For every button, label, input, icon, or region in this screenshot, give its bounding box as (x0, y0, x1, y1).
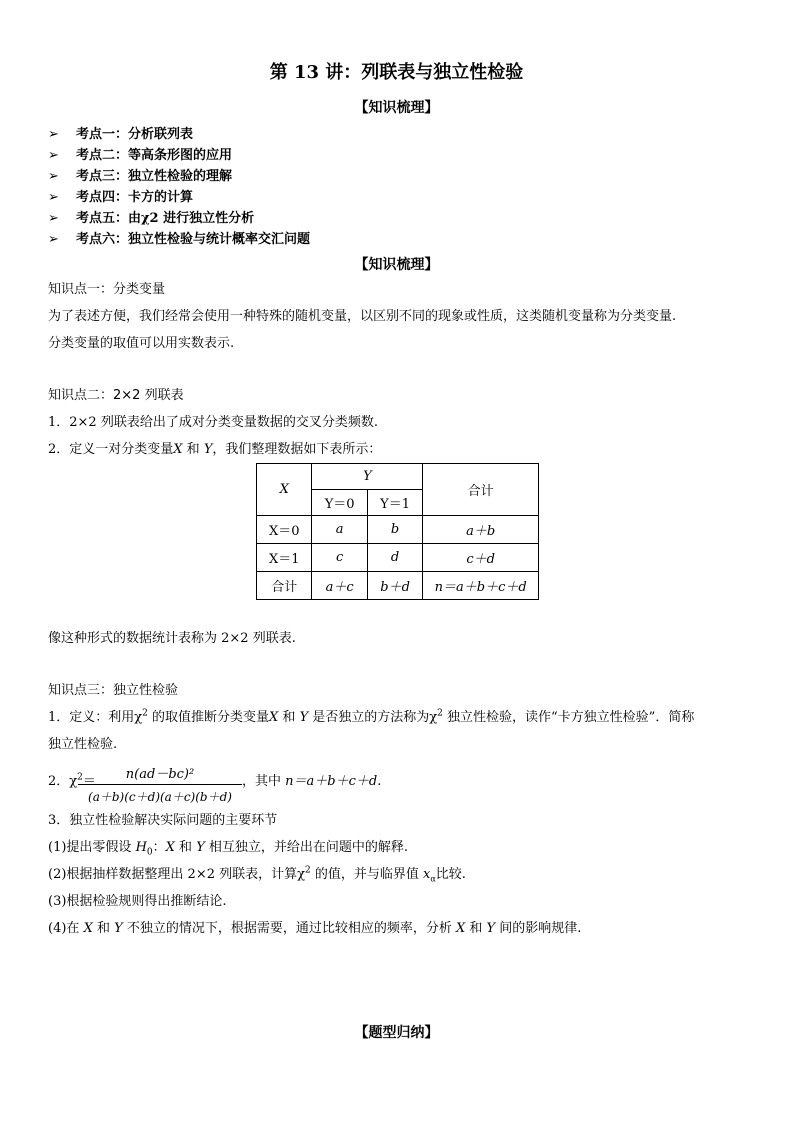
var-x: X (455, 921, 466, 936)
table-cell: 合计 (257, 572, 312, 600)
contingency-table (256, 463, 539, 600)
k3-heading: 知识点三：独立性检验 (48, 683, 179, 698)
table-header-y1: Y＝1 (367, 490, 422, 516)
text: ： (152, 840, 166, 855)
toc-item-4 (48, 186, 193, 205)
text: 间的影响规律. (495, 921, 582, 936)
var-x: X (269, 710, 279, 725)
text: 2．定义一对分类变量 (48, 442, 174, 457)
superscript: 2 (305, 865, 311, 876)
var-y: Y (299, 710, 309, 725)
formula-tail (242, 770, 381, 789)
table-header-y (312, 464, 423, 490)
superscript: 2 (142, 708, 148, 719)
k2-item-1: 1．2×2 列联表给出了成对分类变量数据的交叉分类频数. (48, 415, 378, 430)
toc-label: 考点一：分析联列表 (76, 127, 194, 142)
table-row (257, 572, 539, 600)
table-cell (367, 544, 422, 572)
page-title: 第 13 讲：列联表与独立性检验 (269, 62, 524, 83)
cell-value: c＋d (466, 552, 495, 567)
subscript: α (430, 874, 436, 884)
table-header-y0: Y＝0 (312, 490, 367, 516)
text: 和 (174, 840, 197, 855)
cell-value: a＋b (466, 524, 496, 539)
text: 独立性检验，读作“卡方独立性检验”．简称 (442, 710, 695, 725)
arrow-right-icon: ➢ (48, 211, 59, 226)
table-row (257, 544, 539, 572)
formula-denominator: (a＋b)(c＋d)(a＋c)(b＋d) (88, 790, 232, 804)
table-cell (312, 572, 367, 600)
k3-step-1 (48, 836, 408, 858)
arrow-right-icon: ➢ (48, 127, 59, 142)
text: 和 (465, 921, 487, 936)
k3-step-2 (48, 863, 466, 884)
var-y: Y (203, 442, 213, 457)
k3-step-4 (48, 917, 581, 936)
var-x: X (165, 840, 175, 855)
table-cell (423, 544, 539, 572)
var-y: Y (114, 921, 123, 936)
cell-value: c (336, 550, 344, 565)
arrow-right-icon: ➢ (48, 190, 59, 205)
subscript: 0 (146, 847, 153, 858)
table-header-x (257, 464, 312, 516)
table-cell (367, 572, 422, 600)
table-cell: X＝0 (257, 516, 312, 544)
text: 和 (92, 921, 115, 936)
text: 是否独立的方法称为χ (308, 710, 438, 725)
text: 不独立的情况下，根据需要，通过比较相应的频率，分析 (122, 921, 456, 936)
formula-n: n＝a＋b＋c＋d. (285, 774, 382, 789)
arrow-right-icon: ➢ (48, 169, 59, 184)
var-y: Y (363, 469, 372, 484)
text: ，我们整理数据如下表所示： (212, 442, 382, 457)
k3-definition (48, 706, 694, 725)
k3-step-3: (3)根据检验规则得出推断结论. (48, 894, 227, 909)
table-cell (423, 516, 539, 544)
toc-item-6 (48, 228, 310, 247)
toc-label: 考点五：由χ2 进行独立性分析 (76, 211, 255, 226)
table-cell (367, 516, 422, 544)
var-x: X (83, 921, 93, 936)
superscript: 2 (437, 708, 443, 719)
toc-item-3 (48, 165, 232, 184)
table-cell (423, 572, 539, 600)
var-y: Y (486, 921, 496, 936)
toc-item-1 (48, 123, 193, 142)
toc-item-5 (48, 207, 254, 226)
section-heading-knowledge-2: 【知识梳理】 (354, 257, 439, 273)
toc-item-2 (48, 144, 232, 163)
table-header-total: 合计 (423, 464, 539, 516)
fraction-bar (78, 784, 242, 785)
cell-value: n＝a＋b＋c＋d (434, 580, 527, 595)
var-x: X (279, 482, 289, 497)
cell-value: a＋c (325, 580, 354, 595)
k1-paragraph-1: 为了表述方便，我们经常会使用一种特殊的随机变量，以区别不同的现象或性质，这类随机变量称为分类变量. (48, 309, 677, 324)
k2-heading: 知识点二：2×2 列联表 (48, 388, 184, 403)
var-h: H (135, 840, 147, 855)
cell-value: b＋d (380, 580, 410, 595)
table-row (257, 516, 539, 544)
text: (4)在 (48, 921, 84, 936)
var-x: X (173, 442, 183, 457)
text: 比较. (435, 867, 466, 882)
toc-label: 考点二：等高条形图的应用 (76, 148, 233, 163)
toc-label: 考点四：卡方的计算 (76, 190, 194, 205)
text: ＝ (82, 774, 96, 789)
k1-paragraph-2: 分类变量的取值可以用实数表示. (48, 336, 235, 351)
k2-after-table: 像这种形式的数据统计表称为 2×2 列联表. (48, 631, 296, 646)
section-heading-question-types: 【题型归纳】 (354, 1025, 439, 1041)
text: 1．定义：利用χ (48, 710, 143, 725)
arrow-right-icon: ➢ (48, 232, 59, 247)
table-cell: X＝1 (257, 544, 312, 572)
text: 和 (278, 710, 300, 725)
text: (1)提出零假设 (48, 840, 136, 855)
cell-value: b (390, 522, 400, 537)
text: 的取值推断分类变量 (147, 710, 270, 725)
superscript: 2 (77, 772, 83, 783)
arrow-right-icon: ➢ (48, 148, 59, 163)
toc-label: 考点三：独立性检验的理解 (76, 169, 233, 184)
table-cell (312, 516, 367, 544)
cell-value: a (335, 522, 344, 537)
text: 和 (182, 442, 204, 457)
text: (2)根据抽样数据整理出 2×2 列联表，计算χ (48, 867, 305, 882)
k2-item-2 (48, 438, 381, 457)
k1-heading: 知识点一：分类变量 (48, 282, 166, 297)
text: 的值，并与临界值 (310, 867, 423, 882)
k3-item-3: 3．独立性检验解决实际问题的主要环节 (48, 813, 278, 828)
section-heading-knowledge: 【知识梳理】 (354, 100, 439, 116)
text: 相互独立，并给出在问题中的解释. (204, 840, 409, 855)
formula-numerator: n(ad－bc)² (125, 767, 195, 782)
var-x: x (423, 867, 431, 882)
toc-label: 考点六：独立性检验与统计概率交汇问题 (76, 232, 311, 247)
table-cell (312, 544, 367, 572)
text: ，其中 (242, 774, 286, 789)
text: 2．χ (48, 774, 78, 789)
k3-definition-line-2: 独立性检验. (48, 737, 118, 752)
var-y: Y (196, 840, 205, 855)
cell-value: d (390, 550, 400, 565)
